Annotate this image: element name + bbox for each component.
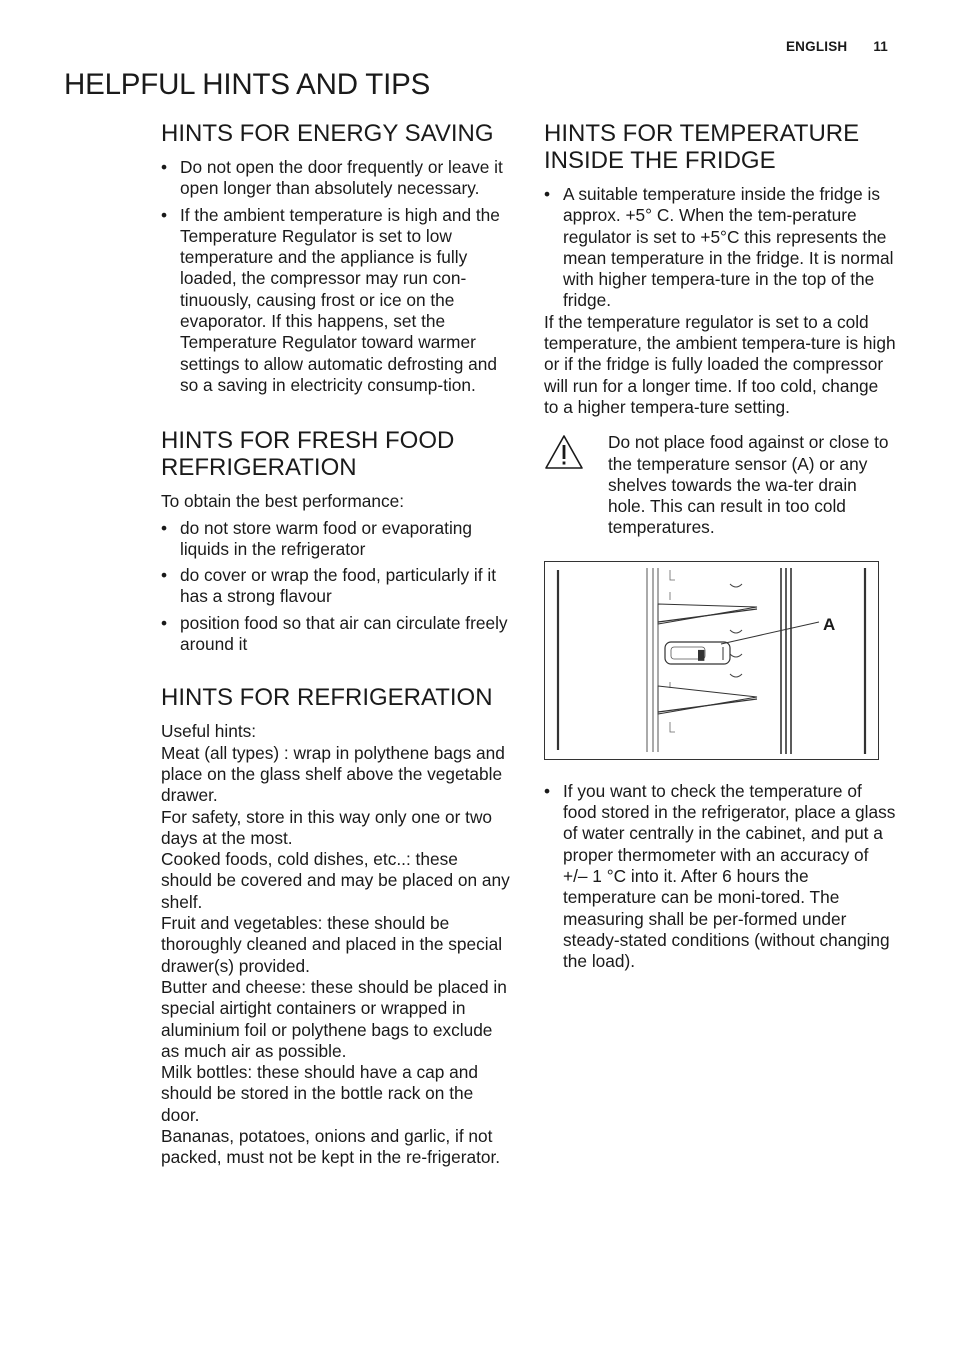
text-line: Useful hints:: [161, 721, 257, 742]
fresh-food-heading: HINTS FOR FRESH FOOD REFRIGERATION: [161, 427, 455, 482]
fresh-food-list: [161, 518, 513, 656]
text-line: Fruit and vegetables: these should be thoroughly cleaned and placed in the special drawer(s) provided.: [161, 913, 503, 976]
page-title: HELPFUL HINTS AND TIPS: [64, 68, 431, 101]
list-item: • If the ambient temperature is high and the Temperature Regulator is set to low temperature and the appliance is fully loaded, the compressor may run con-tinuously, causing frost or ice on the evaporator. If this happens, set the Temperature Regulator toward warmer settings to allow automatic defrosting and so a saving in electricity consump-tion.: [161, 205, 513, 397]
text-line: Butter and cheese: these should be placed in special airtight containers or wrapped in aluminium foil or polythene bags to exclude as much air as possible.: [161, 976, 507, 1061]
warning-box: [544, 432, 896, 538]
page-number: 11: [873, 39, 888, 54]
temperature-paragraph: If the temperature regulator is set to a cold temperature, the ambient tempera-ture is high or if the fridge is fully loaded the compressor will run for a longer time. If too cold, change to a higher tempera-ture setting.: [544, 311, 896, 417]
language-label: ENGLISH: [785, 39, 848, 54]
energy-saving-heading: HINTS FOR ENERGY SAVING: [161, 120, 494, 147]
list-item: • do cover or wrap the food, particularly if it has a strong flavour: [161, 565, 513, 608]
thermometer-list: [544, 781, 896, 973]
text-line: Bananas, potatoes, onions and garlic, if not packed, must not be kept in the re-frigerator.: [161, 1125, 501, 1168]
right-column: [544, 120, 896, 977]
refrigeration-section: [161, 684, 513, 1168]
text-line: For safety, store in this way only one or two days at the most.: [161, 806, 493, 848]
energy-saving-list: [161, 157, 513, 396]
svg-text:█: █: [698, 649, 705, 660]
list-item: • If you want to check the temperature of food stored in the refrigerator, place a glass of water centrally in the cabinet, and put a proper thermometer with an accuracy of +/– 1 °C into it. After 6 hours the temperature can be moni-tored. The measuring shall be per-formed under steady-stated conditions (without changing the load).: [544, 781, 896, 973]
temperature-section: [544, 120, 896, 972]
sensor-label-a: A: [823, 614, 836, 634]
warning-triangle-icon: [544, 434, 584, 470]
page-header: [786, 39, 888, 54]
warning-text: Do not place food against or close to the temperature sensor (A) or any shelves towards the wa-ter drain hole. This can result in too cold temperatures.: [608, 432, 889, 538]
energy-saving-section: [161, 120, 513, 396]
text-line: Meat (all types) : wrap in polythene bags and place on the glass shelf above the vegetable drawer.: [161, 742, 505, 806]
fresh-food-intro: To obtain the best performance:: [161, 491, 405, 512]
refrigeration-heading: HINTS FOR REFRIGERATION: [161, 684, 493, 712]
fridge-interior-illustration: [545, 562, 878, 759]
list-item: • do not store warm food or evaporating liquids in the refrigerator: [161, 518, 513, 561]
temperature-list: [544, 184, 896, 312]
fresh-food-section: [161, 427, 513, 655]
list-item: • Do not open the door frequently or leave it open longer than absolutely necessary.: [161, 157, 513, 200]
list-item: • A suitable temperature inside the fridge is approx. +5° C. When the tem-perature regulator is set to +5°C this represents the mean temperature in the fridge. It is normal with higher tempera-ture in the top of the fridge.: [544, 184, 896, 312]
text-line: Milk bottles: these should have a cap and should be stored in the bottle rack on the door.: [161, 1062, 479, 1125]
list-item: • position food so that air can circulate freely around it: [161, 613, 513, 656]
temperature-heading: HINTS FOR TEMPERATURE INSIDE THE FRIDGE: [544, 120, 860, 174]
fridge-sensor-figure: [544, 561, 879, 760]
left-column: [161, 120, 513, 1169]
text-line: Cooked foods, cold dishes, etc..: these should be covered and may be placed on any shelf.: [161, 849, 510, 912]
